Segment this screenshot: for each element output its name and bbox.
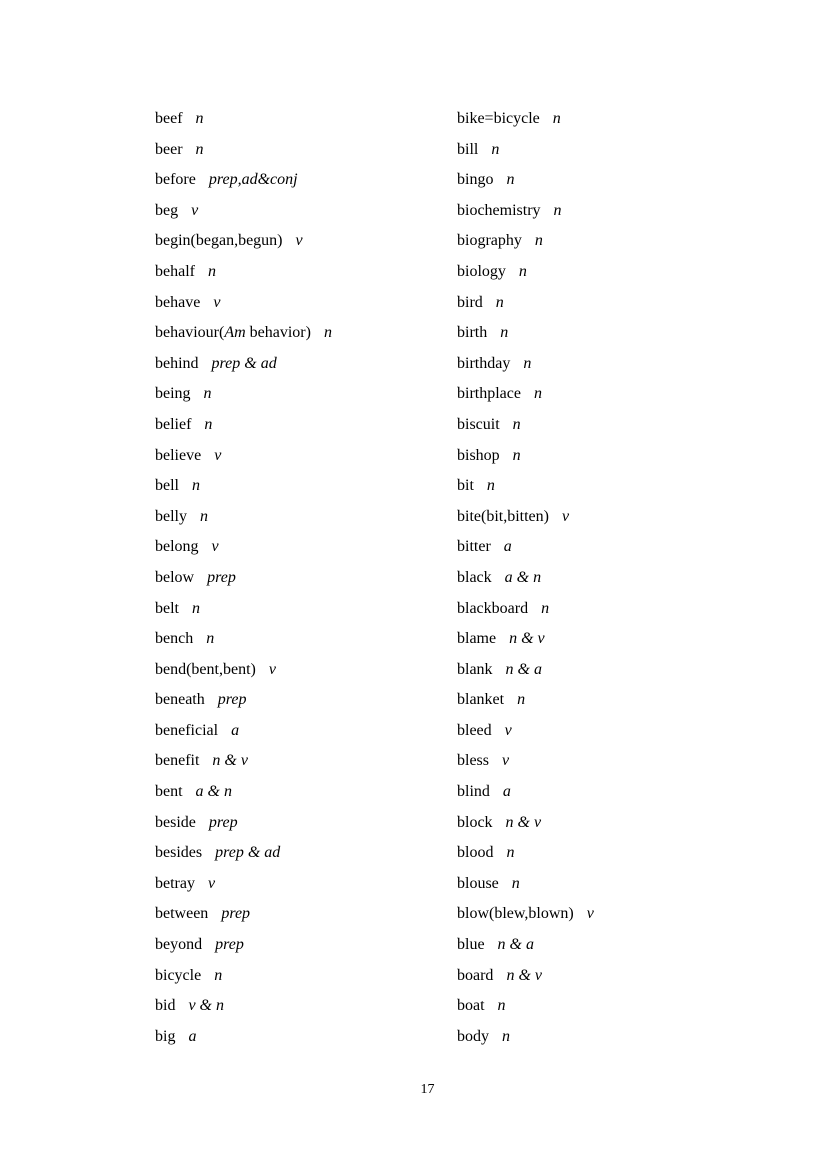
word-entry xyxy=(155,899,332,930)
entry-word: bingo xyxy=(457,171,494,189)
entry-word: big xyxy=(155,1027,176,1045)
word-entry xyxy=(155,869,332,900)
entry-pos: n xyxy=(541,599,550,617)
entry-word: biology xyxy=(457,262,506,280)
word-entry xyxy=(155,991,332,1022)
word-entry xyxy=(457,869,594,900)
entry-word: before xyxy=(155,171,196,189)
entry-pos: n xyxy=(203,385,212,403)
entry-word: biochemistry xyxy=(457,201,541,219)
entry-pos: a xyxy=(188,1027,197,1045)
word-entry xyxy=(155,808,332,839)
entry-word: belong xyxy=(155,538,199,556)
entry-pos: a xyxy=(503,538,512,556)
entry-word: bird xyxy=(457,293,483,311)
entry-word: blackboard xyxy=(457,599,529,617)
entry-word: bless xyxy=(457,752,489,770)
entry-word: body xyxy=(457,1027,489,1045)
entry-pos: n xyxy=(534,232,543,250)
entry-pos: n xyxy=(500,324,509,342)
entry-pos: v xyxy=(586,905,594,923)
page-number: 17 xyxy=(420,1082,435,1097)
word-entry xyxy=(155,716,332,747)
entry-word: bill xyxy=(457,140,479,158)
entry-pos: n xyxy=(491,140,500,158)
word-list-column-left xyxy=(155,104,332,1052)
word-entry xyxy=(155,594,332,625)
entry-pos: n xyxy=(518,262,527,280)
word-entry xyxy=(155,624,332,655)
word-entry xyxy=(155,288,332,319)
entry-word: behind xyxy=(155,354,199,372)
entry-word: beyond xyxy=(155,936,203,954)
entry-pos: a xyxy=(231,721,240,739)
entry-word: biography xyxy=(457,232,522,250)
entry-pos: prep xyxy=(217,691,247,709)
word-entry xyxy=(155,502,332,533)
entry-word: bike=bicycle xyxy=(457,110,540,127)
word-entry xyxy=(457,379,594,410)
word-entry xyxy=(457,961,594,992)
entry-pos: n xyxy=(195,140,204,158)
word-entry xyxy=(457,532,594,563)
entry-word: birthday xyxy=(457,354,511,372)
word-entry xyxy=(457,104,594,135)
entry-pos: n xyxy=(506,171,515,189)
entry-word: black xyxy=(457,568,492,586)
entry-pos: n xyxy=(206,630,215,648)
word-entry xyxy=(155,349,332,380)
entry-pos: n & a xyxy=(505,660,542,678)
entry-pos: n xyxy=(511,874,520,892)
entry-word: bent xyxy=(155,783,183,801)
entry-pos: n xyxy=(506,844,515,862)
entry-word: benefit xyxy=(155,752,200,770)
entry-word: bitter xyxy=(457,538,491,556)
entry-word: blue xyxy=(457,936,485,954)
word-entry xyxy=(155,410,332,441)
entry-pos: n xyxy=(512,446,521,464)
entry-pos: v xyxy=(207,874,216,892)
word-list-column-right xyxy=(457,104,594,1052)
entry-word: believe xyxy=(155,446,202,464)
entry-pos: v xyxy=(214,446,222,464)
entry-pos: v xyxy=(211,538,219,556)
word-entry xyxy=(457,624,594,655)
entry-pos: n xyxy=(214,966,223,984)
entry-word: bite(bit,bitten) xyxy=(457,507,549,525)
entry-pos: n xyxy=(553,201,562,219)
word-entry xyxy=(457,471,594,502)
word-entry xyxy=(457,777,594,808)
entry-pos: v & n xyxy=(188,997,224,1015)
word-entry xyxy=(457,257,594,288)
entry-pos: n xyxy=(192,599,200,617)
entry-pos: prep & ad xyxy=(211,354,277,372)
word-entry xyxy=(155,135,332,166)
entry-pos: n xyxy=(207,262,216,280)
entry-pos: n xyxy=(192,477,200,495)
entry-pos: n xyxy=(486,477,495,495)
word-entry xyxy=(457,655,594,686)
entry-word: beef xyxy=(155,110,183,127)
entry-word: blood xyxy=(457,844,494,862)
entry-pos: n xyxy=(502,1027,510,1045)
entry-pos: n & v xyxy=(509,630,545,648)
entry-pos: n xyxy=(323,324,332,342)
word-entry xyxy=(457,441,594,472)
word-entry xyxy=(457,226,594,257)
entry-word: besides xyxy=(155,844,203,862)
entry-word: blow(blew,blown) xyxy=(457,905,574,923)
word-entry xyxy=(457,838,594,869)
entry-word: between xyxy=(155,905,209,923)
entry-pos: n xyxy=(497,997,506,1015)
word-entry xyxy=(457,685,594,716)
entry-word: boat xyxy=(457,997,485,1015)
entry-word: bleed xyxy=(457,721,492,739)
entry-word: beside xyxy=(155,813,196,831)
entry-word: belly xyxy=(155,507,187,525)
entry-pos: n xyxy=(495,293,504,311)
word-entry xyxy=(155,441,332,472)
entry-word: betray xyxy=(155,874,195,892)
entry-pos: prep xyxy=(208,813,238,831)
entry-pos: n xyxy=(533,385,542,403)
entry-word: biscuit xyxy=(457,415,500,433)
word-entry xyxy=(155,563,332,594)
word-entry xyxy=(155,165,332,196)
entry-word: bench xyxy=(155,630,194,648)
entry-word: bell xyxy=(155,477,179,495)
word-entry xyxy=(155,226,332,257)
entry-pos: v xyxy=(561,507,570,525)
word-entry xyxy=(457,196,594,227)
entry-pos: prep xyxy=(221,905,251,923)
entry-pos: n xyxy=(517,691,526,709)
entry-word: beneath xyxy=(155,691,205,709)
word-entry xyxy=(155,318,332,349)
entry-pos: v xyxy=(502,752,510,770)
word-entry xyxy=(457,135,594,166)
word-entry xyxy=(155,655,332,686)
word-entry xyxy=(155,196,332,227)
entry-word: behaviour(Am behavior) xyxy=(155,324,311,342)
entry-pos: n xyxy=(200,507,208,525)
word-entry xyxy=(457,1022,594,1053)
entry-word: blame xyxy=(457,630,497,648)
entry-word: blind xyxy=(457,783,490,801)
word-entry xyxy=(457,165,594,196)
word-entry xyxy=(155,746,332,777)
word-entry xyxy=(457,594,594,625)
word-entry xyxy=(155,532,332,563)
word-entry xyxy=(155,777,332,808)
entry-word: behave xyxy=(155,293,201,311)
entry-pos: n xyxy=(523,354,532,372)
entry-word: begin(began,begun) xyxy=(155,232,283,250)
entry-word: bid xyxy=(155,997,176,1015)
entry-pos: prep xyxy=(215,936,244,954)
entry-word: blanket xyxy=(457,691,505,709)
entry-word: birth xyxy=(457,324,488,342)
entry-pos: v xyxy=(504,721,512,739)
entry-word: bend(bent,bent) xyxy=(155,660,256,678)
word-entry xyxy=(155,471,332,502)
entry-pos: n & v xyxy=(505,813,542,831)
entry-pos: a xyxy=(502,783,511,801)
entry-pos: n xyxy=(512,415,521,433)
entry-word: bit xyxy=(457,477,474,495)
entry-word: board xyxy=(457,966,494,984)
word-entry xyxy=(457,502,594,533)
entry-word: block xyxy=(457,813,493,831)
entry-word: blouse xyxy=(457,874,499,892)
word-entry xyxy=(155,257,332,288)
entry-pos: prep & ad xyxy=(215,844,281,862)
entry-word: belt xyxy=(155,599,179,617)
word-entry xyxy=(155,838,332,869)
word-entry xyxy=(457,746,594,777)
entry-pos: v xyxy=(295,232,303,250)
entry-pos: v xyxy=(191,201,199,219)
word-entry xyxy=(457,899,594,930)
word-entry xyxy=(457,318,594,349)
entry-word: belief xyxy=(155,415,192,433)
entry-pos: n xyxy=(552,110,561,127)
word-entry xyxy=(457,991,594,1022)
entry-word: beneficial xyxy=(155,721,219,739)
word-entry xyxy=(457,349,594,380)
entry-pos: v xyxy=(213,293,221,311)
entry-pos: n & v xyxy=(506,966,542,984)
entry-word: beg xyxy=(155,201,179,219)
entry-word: below xyxy=(155,568,195,586)
entry-pos: n xyxy=(204,415,213,433)
entry-pos: n & a xyxy=(497,936,534,954)
entry-word: blank xyxy=(457,660,493,678)
word-entry xyxy=(457,808,594,839)
word-entry xyxy=(457,716,594,747)
word-entry xyxy=(155,1022,332,1053)
entry-word: beer xyxy=(155,140,183,158)
entry-pos: prep xyxy=(207,568,236,586)
entry-pos: prep,ad&conj xyxy=(208,171,298,189)
entry-pos: v xyxy=(268,660,276,678)
word-entry xyxy=(155,379,332,410)
entry-pos: a & n xyxy=(504,568,542,586)
word-entry xyxy=(155,930,332,961)
word-entry xyxy=(457,563,594,594)
entry-pos: n & v xyxy=(212,752,248,770)
entry-pos: a & n xyxy=(195,783,232,801)
word-entry xyxy=(155,961,332,992)
word-entry xyxy=(457,930,594,961)
entry-word: behalf xyxy=(155,262,195,280)
entry-word: bishop xyxy=(457,446,500,464)
entry-pos: n xyxy=(195,110,204,127)
word-entry xyxy=(457,288,594,319)
word-entry xyxy=(457,410,594,441)
entry-word: birthplace xyxy=(457,385,521,403)
word-entry xyxy=(155,685,332,716)
word-entry xyxy=(155,104,332,135)
entry-word: being xyxy=(155,385,191,403)
entry-word: bicycle xyxy=(155,966,202,984)
